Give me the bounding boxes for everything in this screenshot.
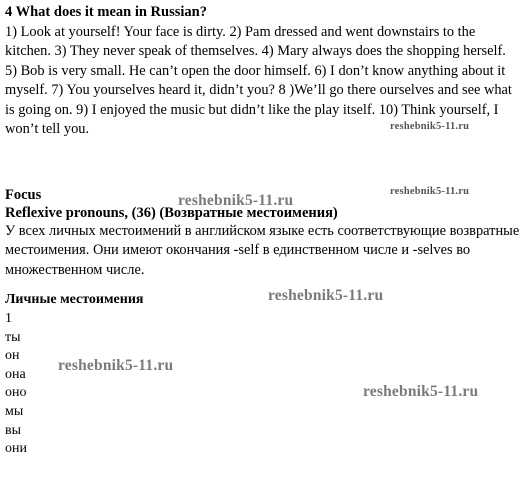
pronoun-list xyxy=(5,310,27,459)
watermark: reshebnik5-11.ru xyxy=(390,186,470,197)
watermark: reshebnik5-11.ru xyxy=(268,287,384,304)
watermark: reshebnik5-11.ru xyxy=(363,383,479,400)
list-item: мы xyxy=(5,403,24,419)
list-item: оно xyxy=(5,385,27,401)
intro-paragraph: У всех личных местоимений в английском языке есть соответствующие возвратные местоимения. Они имеют окончания -self в единственном числе и -selves во множественном числе. xyxy=(5,223,520,278)
watermark: reshebnik5-11.ru xyxy=(390,121,470,132)
list-item: вы xyxy=(5,422,22,438)
section-title: Reflexive pronouns, (36) (Возвратные местоимения) xyxy=(5,205,338,221)
watermark: reshebnik5-11.ru xyxy=(178,192,294,209)
focus-heading: Focus xyxy=(5,187,42,203)
list-item: он xyxy=(5,348,20,364)
list-item: ты xyxy=(5,329,21,345)
exercise-title: 4 What does it mean in Russian? xyxy=(5,4,207,20)
list-item: она xyxy=(5,366,26,382)
list-item: 1 xyxy=(5,311,12,326)
pronouns-table-header: Личные местоимения xyxy=(5,292,144,307)
list-item: они xyxy=(5,441,27,457)
watermark: reshebnik5-11.ru xyxy=(58,357,174,374)
exercise-text: 1) Look at yourself! Your face is dirty. 2) Pam dressed and went downstairs to the kitchen. 3) They never speak of themselves. 4) Mary always does the shopping herself. 5) Bob is very small. He can’t open the door himself. 6) I don’t know anything about it myself. 7) You yourselves heard it, didn’t you? 8 )We’ll go there ourselves and see what is going on. 9) I enjoyed the music but didn’t like the play itself. 10) Think yourself, I won’t tell you. xyxy=(5,24,512,138)
